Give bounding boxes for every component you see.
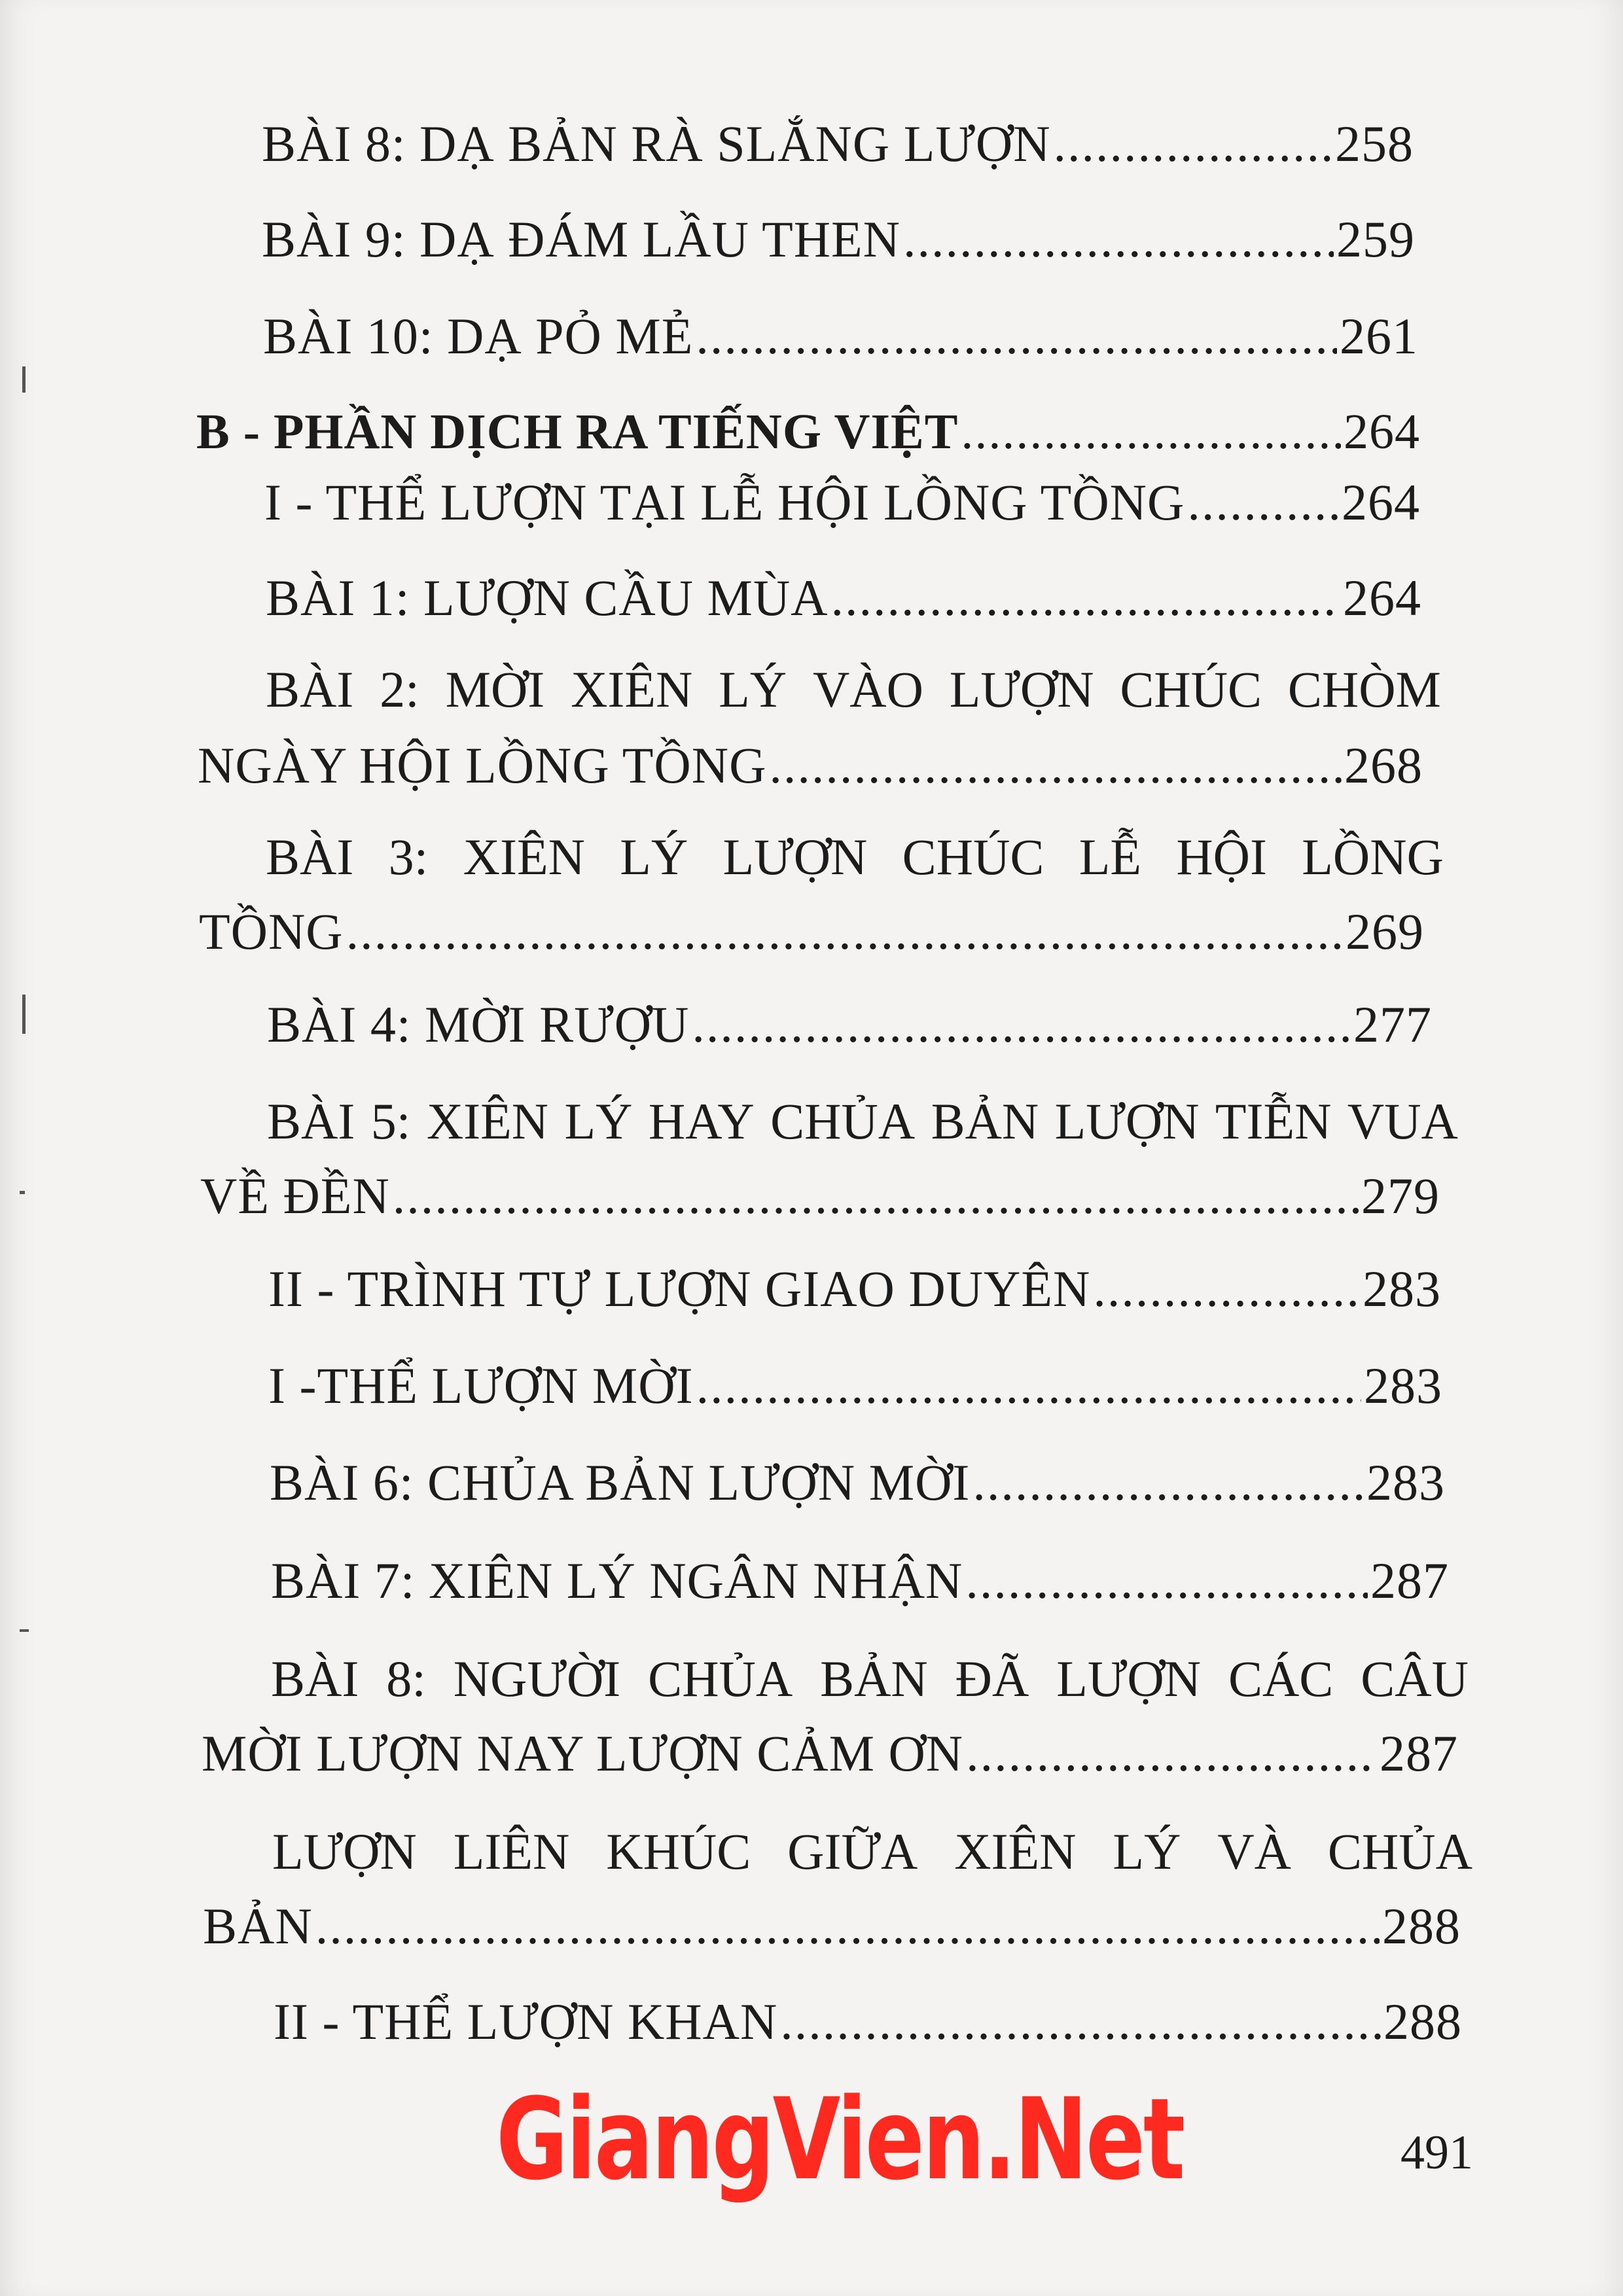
toc-leader-dots: [1054, 111, 1332, 177]
toc-entry-title: I -THỂ LƯỢN MỜI: [268, 1357, 694, 1414]
toc-entry-title: BÀI 1: LƯỢN CẦU MÙA: [266, 569, 829, 626]
toc-entry-page: 288: [1383, 1993, 1462, 2050]
toc-word: KHÚC: [606, 1823, 751, 1880]
toc-entry-title: BÀI 6: CHỦA BẢN LƯỢN MỜI: [270, 1454, 971, 1511]
toc-entry-page: 283: [1363, 1260, 1441, 1317]
margin-mark: [22, 366, 26, 393]
toc-leader-dots: [692, 992, 1351, 1057]
toc-word: XIÊN: [426, 1093, 549, 1150]
toc-entry: [199, 899, 1424, 964]
toc-leader-dots: [1187, 470, 1339, 535]
toc-word: CÂU: [1361, 1650, 1469, 1707]
toc-entry-page: 279: [1361, 1167, 1440, 1224]
toc-word: NGƯỜI: [453, 1650, 621, 1707]
toc-word: XIÊN: [954, 1823, 1077, 1880]
toc-word: CHỦA: [770, 1093, 916, 1150]
toc-word: XIÊN: [571, 661, 693, 718]
toc-word: LƯỢN: [722, 828, 868, 885]
toc-leader-dots: [961, 399, 1341, 465]
toc-entry-title: NGÀY HỘI LỒNG TỒNG: [198, 737, 767, 794]
margin-mark: [22, 995, 26, 1034]
toc-word: CHÚC: [902, 828, 1044, 885]
toc-word: GIỮA: [787, 1823, 918, 1880]
toc-entry: [262, 207, 1415, 272]
toc-leader-dots: [696, 1353, 1361, 1419]
toc-entry: [266, 565, 1421, 631]
toc-entry-title: II - THỂ LƯỢN KHAN: [274, 1993, 778, 2050]
toc-entry-page: 283: [1364, 1357, 1442, 1414]
toc-entry-first-line: [266, 824, 1444, 890]
toc-leader-dots: [315, 1894, 1380, 1959]
toc-entry-title: BÀI 4: MỜI RƯỢU: [267, 996, 690, 1053]
toc-entry: [274, 1989, 1462, 2055]
toc-word: LƯỢN: [272, 1823, 417, 1880]
toc-word: LỄ: [1079, 828, 1141, 885]
toc-entry-page: 264: [1342, 474, 1420, 531]
toc-word: VÀ: [1217, 1823, 1291, 1880]
toc-word: ĐÃ: [955, 1650, 1029, 1707]
toc-word: 2:: [380, 661, 419, 718]
toc-entry-title: BẢN: [203, 1898, 313, 1954]
toc-entry-page: 287: [1370, 1552, 1449, 1609]
toc-word: 8:: [386, 1650, 426, 1707]
toc-entry-first-line: [267, 1089, 1458, 1154]
toc-leader-dots: [831, 565, 1340, 631]
toc-entry-page: 268: [1344, 737, 1423, 794]
toc-entry-title: B - PHẦN DỊCH RA TIẾNG VIỆT: [196, 404, 959, 459]
toc-entry-page: 264: [1344, 404, 1420, 459]
toc-word: LIÊN: [453, 1823, 570, 1880]
toc-word: CHÚC: [1120, 661, 1262, 718]
toc-word: BÀI: [271, 1650, 359, 1707]
toc-word: BÀI: [266, 661, 354, 718]
toc-entry: [262, 111, 1414, 177]
toc-entry: [264, 470, 1420, 535]
toc-entry: [202, 1721, 1458, 1786]
toc-word: HAY: [648, 1093, 755, 1150]
toc-word: BẢN: [931, 1093, 1039, 1150]
toc-entry: [198, 733, 1423, 798]
toc-leader-dots: [780, 1989, 1381, 2055]
toc-word: LÝ: [564, 1093, 633, 1150]
toc-word: 5:: [370, 1093, 411, 1150]
toc-entry: [200, 1163, 1440, 1229]
toc-entry-title: BÀI 8: DẠ BẢN RÀ SLẮNG LƯỢN: [262, 115, 1051, 172]
toc-entry-page: 288: [1382, 1898, 1461, 1954]
toc-leader-dots: [1093, 1256, 1360, 1322]
toc-word: CÁC: [1228, 1650, 1334, 1707]
toc-entry-page: 259: [1336, 211, 1415, 268]
toc-entry: [203, 1894, 1461, 1959]
toc-entry-first-line: [266, 657, 1441, 722]
toc-word: VUA: [1347, 1093, 1458, 1150]
toc-entry-title: BÀI 7: XIÊN LÝ NGÂN NHẬN: [271, 1552, 963, 1609]
toc-word: BÀI: [267, 1093, 355, 1150]
toc-leader-dots: [769, 733, 1342, 798]
toc-entry-first-line: [271, 1646, 1469, 1712]
toc-entry: [268, 1353, 1442, 1419]
toc-word: XIÊN: [463, 828, 585, 885]
toc-word: LÝ: [1113, 1823, 1181, 1880]
toc-word: MỜI: [445, 661, 545, 718]
toc-word: LƯỢN: [1056, 1650, 1202, 1707]
toc-word: BẢN: [820, 1650, 928, 1707]
page-number: 491: [1400, 2126, 1473, 2180]
toc-entry-first-line: [272, 1819, 1472, 1884]
toc-word: LƯỢN: [1054, 1093, 1200, 1150]
toc-entry: [267, 992, 1432, 1057]
toc-entry-title: I - THỂ LƯỢN TẠI LỄ HỘI LỒNG TỒNG: [264, 474, 1185, 531]
toc-entry-title: TỒNG: [199, 903, 344, 960]
toc-leader-dots: [972, 1450, 1364, 1515]
toc-entry: [263, 304, 1418, 369]
toc-word: LÝ: [620, 828, 688, 885]
toc-entry-page: 283: [1366, 1454, 1445, 1511]
margin-mark: [20, 1629, 29, 1632]
toc-word: HỘI: [1176, 828, 1267, 885]
toc-entry-title: BÀI 9: DẠ ĐÁM LẦU THEN: [262, 211, 901, 268]
toc-entry-page: 269: [1346, 903, 1424, 960]
toc-word: LỒNG: [1302, 828, 1444, 885]
margin-mark: [20, 1191, 25, 1194]
toc-word: VÀO: [812, 661, 923, 718]
watermark-logo: GiangVien.Net: [496, 2074, 1183, 2205]
toc-leader-dots: [966, 1721, 1377, 1786]
toc-word: CHỦA: [1327, 1823, 1472, 1880]
toc-leader-dots: [346, 899, 1343, 964]
toc-word: CHÒM: [1287, 661, 1441, 718]
toc-entry: [270, 1450, 1445, 1515]
toc-entry-page: 258: [1335, 115, 1414, 172]
toc-entry-page: 287: [1380, 1725, 1458, 1782]
toc-entry-page: 264: [1343, 569, 1421, 626]
toc-entry-page: 277: [1353, 996, 1432, 1053]
toc-word: LƯỢN: [949, 661, 1094, 718]
toc-word: LÝ: [719, 661, 787, 718]
toc-entry: [268, 1256, 1441, 1322]
toc-word: TIỄN: [1215, 1093, 1332, 1150]
toc-entry-title: BÀI 10: DẠ PỎ MẺ: [263, 308, 694, 364]
toc-leader-dots: [965, 1548, 1368, 1614]
toc-entry-page: 261: [1340, 308, 1418, 364]
toc-entry-title: MỜI LƯỢN NAY LƯỢN CẢM ƠN: [202, 1725, 964, 1782]
toc-entry-title: II - TRÌNH TỰ LƯỢN GIAO DUYÊN: [268, 1260, 1091, 1317]
toc-word: 3:: [388, 828, 429, 885]
toc-word: BÀI: [266, 828, 354, 885]
toc-leader-dots: [903, 207, 1334, 272]
toc-entry-title: VỀ ĐỀN: [200, 1167, 390, 1224]
toc-leader-dots: [393, 1163, 1359, 1229]
toc-leader-dots: [696, 304, 1337, 369]
toc-word: CHỦA: [648, 1650, 793, 1707]
toc-section-heading: [196, 399, 1420, 465]
toc-entry: [271, 1548, 1449, 1614]
